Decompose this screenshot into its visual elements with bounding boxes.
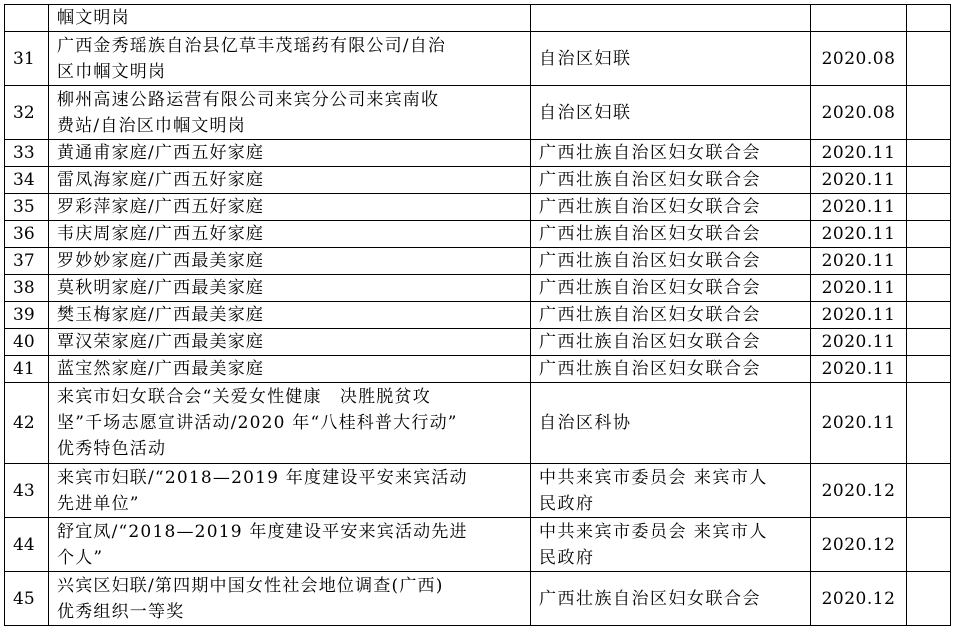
empty-cell bbox=[907, 518, 951, 572]
award-date bbox=[811, 5, 907, 32]
organization-line: 广西壮族自治区妇女联合会 bbox=[539, 197, 761, 217]
row-number bbox=[5, 5, 49, 32]
row-number: 38 bbox=[5, 275, 49, 302]
issuing-organization bbox=[531, 518, 811, 572]
empty-cell bbox=[907, 302, 951, 329]
award-name bbox=[49, 32, 531, 86]
award-date: 2020.11 bbox=[811, 140, 907, 167]
award-name-line: 来宾市妇联/“2018—2019 年度建设平安来宾活动 bbox=[57, 467, 468, 488]
table-row bbox=[5, 275, 951, 302]
award-name bbox=[49, 275, 531, 302]
award-name bbox=[49, 518, 531, 572]
row-number: 36 bbox=[5, 221, 49, 248]
empty-cell bbox=[907, 464, 951, 518]
issuing-organization bbox=[531, 464, 811, 518]
award-date: 2020.11 bbox=[811, 248, 907, 275]
empty-cell bbox=[907, 32, 951, 86]
row-number: 35 bbox=[5, 194, 49, 221]
award-name bbox=[49, 221, 531, 248]
award-name-line: 先进单位” bbox=[57, 493, 140, 514]
issuing-organization bbox=[531, 32, 811, 86]
issuing-organization bbox=[531, 275, 811, 302]
issuing-organization bbox=[531, 329, 811, 356]
award-name-line: 个人” bbox=[57, 547, 104, 568]
empty-cell bbox=[907, 5, 951, 32]
organization-line: 广西壮族自治区妇女联合会 bbox=[539, 588, 761, 609]
organization-line: 广西壮族自治区妇女联合会 bbox=[539, 332, 761, 352]
award-date: 2020.11 bbox=[811, 356, 907, 383]
issuing-organization bbox=[531, 356, 811, 383]
award-date: 2020.08 bbox=[811, 32, 907, 86]
award-name-line: 帼文明岗 bbox=[57, 8, 130, 28]
awards-table bbox=[4, 4, 951, 626]
table-row bbox=[5, 221, 951, 248]
table-row bbox=[5, 86, 951, 140]
issuing-organization bbox=[531, 86, 811, 140]
award-name bbox=[49, 5, 531, 32]
table-row bbox=[5, 140, 951, 167]
award-name-line: 优秀组织一等奖 bbox=[57, 601, 185, 622]
award-date: 2020.11 bbox=[811, 167, 907, 194]
organization-line: 中共来宾市委员会 来宾市人 bbox=[539, 521, 768, 542]
row-number: 40 bbox=[5, 329, 49, 356]
award-date: 2020.11 bbox=[811, 221, 907, 248]
row-number: 42 bbox=[5, 383, 49, 464]
award-name-line: 罗妙妙家庭/广西最美家庭 bbox=[57, 251, 265, 271]
award-date: 2020.12 bbox=[811, 572, 907, 626]
organization-line: 广西壮族自治区妇女联合会 bbox=[539, 359, 761, 379]
row-number: 44 bbox=[5, 518, 49, 572]
row-number: 33 bbox=[5, 140, 49, 167]
award-name-line: 来宾市妇女联合会“关爱女性健康 决胜脱贫攻 bbox=[57, 387, 431, 407]
award-name-line: 舒宜凤/“2018—2019 年度建设平安来宾活动先进 bbox=[57, 521, 468, 542]
organization-line: 广西壮族自治区妇女联合会 bbox=[539, 278, 761, 298]
issuing-organization bbox=[531, 302, 811, 329]
issuing-organization bbox=[531, 572, 811, 626]
award-date: 2020.08 bbox=[811, 86, 907, 140]
row-number: 31 bbox=[5, 32, 49, 86]
empty-cell bbox=[907, 572, 951, 626]
row-number: 37 bbox=[5, 248, 49, 275]
organization-line: 民政府 bbox=[539, 547, 595, 568]
issuing-organization bbox=[531, 221, 811, 248]
table-row bbox=[5, 194, 951, 221]
organization-line: 民政府 bbox=[539, 493, 595, 514]
award-name bbox=[49, 140, 531, 167]
row-number: 34 bbox=[5, 167, 49, 194]
table-row bbox=[5, 356, 951, 383]
award-name-line: 罗彩萍家庭/广西五好家庭 bbox=[57, 197, 265, 217]
award-name-line: 区巾帼文明岗 bbox=[57, 61, 167, 82]
empty-cell bbox=[907, 383, 951, 464]
organization-line: 自治区科协 bbox=[539, 413, 632, 433]
table-row bbox=[5, 167, 951, 194]
issuing-organization bbox=[531, 248, 811, 275]
organization-line: 广西壮族自治区妇女联合会 bbox=[539, 251, 761, 271]
empty-cell bbox=[907, 194, 951, 221]
award-name-line: 蓝宝然家庭/广西最美家庭 bbox=[57, 359, 265, 379]
organization-line: 广西壮族自治区妇女联合会 bbox=[539, 143, 761, 163]
table-row bbox=[5, 248, 951, 275]
award-name-line: 兴宾区妇联/第四期中国女性社会地位调查(广西) bbox=[57, 575, 444, 596]
award-name-line: 韦庆周家庭/广西五好家庭 bbox=[57, 224, 265, 244]
row-number: 45 bbox=[5, 572, 49, 626]
empty-cell bbox=[907, 167, 951, 194]
table-row bbox=[5, 464, 951, 518]
award-name bbox=[49, 302, 531, 329]
award-name-line: 坚”千场志愿宣讲活动/2020 年“八桂科普大行动” bbox=[57, 413, 458, 433]
issuing-organization bbox=[531, 383, 811, 464]
empty-cell bbox=[907, 248, 951, 275]
empty-cell bbox=[907, 275, 951, 302]
award-name-line: 覃汉荣家庭/广西最美家庭 bbox=[57, 332, 265, 352]
award-name-line: 费站/自治区巾帼文明岗 bbox=[57, 115, 246, 136]
organization-line: 中共来宾市委员会 来宾市人 bbox=[539, 467, 768, 488]
award-name-line: 莫秋明家庭/广西最美家庭 bbox=[57, 278, 265, 298]
empty-cell bbox=[907, 221, 951, 248]
issuing-organization bbox=[531, 194, 811, 221]
empty-cell bbox=[907, 356, 951, 383]
award-date: 2020.11 bbox=[811, 329, 907, 356]
award-name bbox=[49, 356, 531, 383]
organization-line: 广西壮族自治区妇女联合会 bbox=[539, 305, 761, 325]
empty-cell bbox=[907, 140, 951, 167]
award-name bbox=[49, 572, 531, 626]
row-number: 41 bbox=[5, 356, 49, 383]
table-row bbox=[5, 5, 951, 32]
award-date: 2020.11 bbox=[811, 275, 907, 302]
award-name bbox=[49, 86, 531, 140]
organization-line: 广西壮族自治区妇女联合会 bbox=[539, 170, 761, 190]
organization-line: 广西壮族自治区妇女联合会 bbox=[539, 224, 761, 244]
award-name-line: 樊玉梅家庭/广西最美家庭 bbox=[57, 305, 265, 325]
award-name bbox=[49, 194, 531, 221]
table-row bbox=[5, 518, 951, 572]
table-row bbox=[5, 572, 951, 626]
award-name bbox=[49, 248, 531, 275]
table-row bbox=[5, 32, 951, 86]
issuing-organization bbox=[531, 167, 811, 194]
award-name bbox=[49, 383, 531, 464]
empty-cell bbox=[907, 329, 951, 356]
award-name bbox=[49, 167, 531, 194]
empty-cell bbox=[907, 86, 951, 140]
table-row bbox=[5, 302, 951, 329]
award-date: 2020.12 bbox=[811, 464, 907, 518]
table-row bbox=[5, 329, 951, 356]
award-date: 2020.11 bbox=[811, 194, 907, 221]
award-name-line: 柳州高速公路运营有限公司来宾分公司来宾南收 bbox=[57, 89, 440, 110]
award-name-line: 雷凤海家庭/广西五好家庭 bbox=[57, 170, 265, 190]
award-name-line: 黄通甫家庭/广西五好家庭 bbox=[57, 143, 265, 163]
award-name bbox=[49, 329, 531, 356]
awards-table-body bbox=[5, 5, 951, 626]
award-date: 2020.12 bbox=[811, 518, 907, 572]
row-number: 32 bbox=[5, 86, 49, 140]
award-name bbox=[49, 464, 531, 518]
issuing-organization bbox=[531, 5, 811, 32]
award-date: 2020.11 bbox=[811, 383, 907, 464]
award-date: 2020.11 bbox=[811, 302, 907, 329]
row-number: 43 bbox=[5, 464, 49, 518]
organization-line: 自治区妇联 bbox=[539, 102, 632, 123]
row-number: 39 bbox=[5, 302, 49, 329]
organization-line: 自治区妇联 bbox=[539, 48, 632, 69]
issuing-organization bbox=[531, 140, 811, 167]
table-row bbox=[5, 383, 951, 464]
award-name-line: 广西金秀瑶族自治县亿草丰茂瑶药有限公司/自治 bbox=[57, 35, 447, 56]
award-name-line: 优秀特色活动 bbox=[57, 439, 167, 459]
